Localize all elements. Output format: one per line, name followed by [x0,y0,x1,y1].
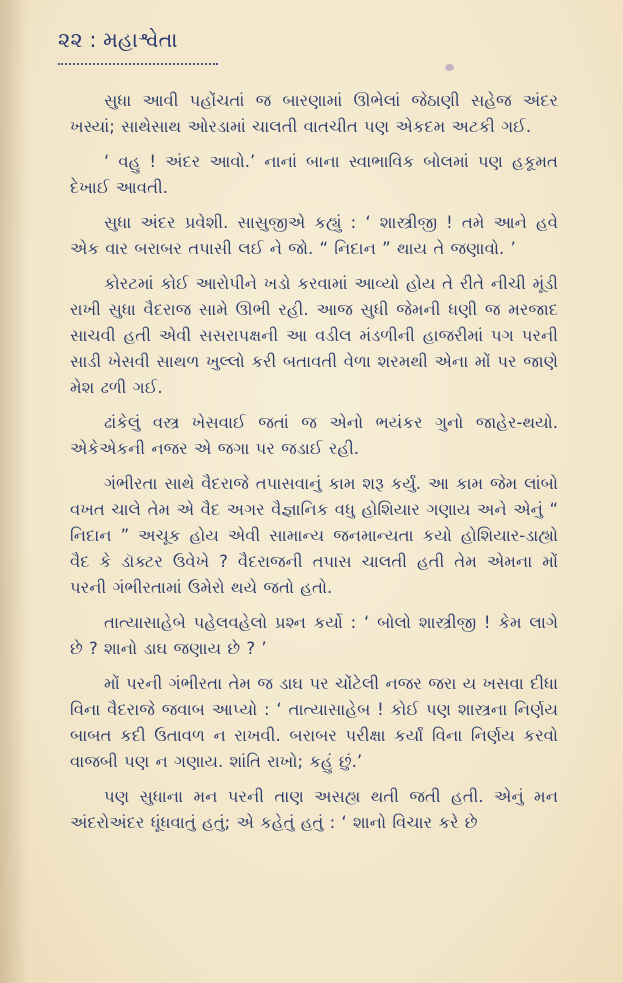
spine-shadow [0,0,28,983]
body-text [70,88,558,845]
page-number: ૨૨ [58,28,83,52]
paragraph: સુધા આવી પહોંચતાં જ બારણામાં ઊભેલાં જેઠાણી સહેજ અંદર ખસ્યાં; સાથેસાથ ઓરડામાં ચાલતી વાતચીત પણ એકદમ અટકી ગઈ. [70,91,558,136]
paragraph: ગંભીરતા સાથે વૈદરાજે તપાસવાનું કામ શરૂ કર્યું. આ કામ જેમ લાંબો વખત ચાલે તેમ એ વૈદ અગર વૈજ્ઞાનિક વધુ હોશિયાર ગણાય અને એનું “ નિદાન ” અચૂક હોય એવી સામાન્ય જનમાન્યતા કયો હોશિયાર-ડાહ્યો વૈદ કે ડૉક્ટર ઉવેખે ? વૈદરાજની તપાસ ચાલતી હતી તેમ એમના મોં પરની ગંભીરતામાં ઉમેરો થયે જતો હતો. [70,474,558,597]
paragraph: મોં પરની ગંભીરતા તેમ જ ડાઘ પર ચોંટેલી નજર જરા ય ખસવા દીધા વિના વૈદરાજે જવાબ આપ્યો : ‘ તાત્યાસાહેબ ! કોઈ પણ શાસ્ત્રના નિર્ણય બાબત કદી ઉતાવળ ન રાખવી. બરાબર પરીક્ષા કર્યાં વિના નિર્ણય કરવો વાજબી પણ ન ગણાય. શાંતિ રાખો; કહું છું.’ [70,674,558,771]
paragraph: કોરટમાં કોઈ આરોપીને ખડો કરવામાં આવ્યો હોય તે રીતે નીચી મૂંડી રાખી સુધા વૈદરાજ સામે ઊભી રહી. આજ સુધી જેમની ધણી જ મરજાદ સાચવી હતી એવી સસરાપક્ષની આ વડીલ મંડળીની હાજરીમાં પગ પરની સાડી ખેસવી સાથળ ખુલ્લો કરી બતાવતી વેળા શરમથી એના મોં પર જાણે મેશ ઢળી ગઈ. [70,274,558,397]
ink-blot [445,64,454,71]
running-header [58,28,178,53]
paragraph: પણ સુધાના મન પરની તાણ અસહ્ય થતી જતી હતી. એનું મન અંદરોઅંદર ધૂંધવાતું હતું; એ કહેતું હતું : ‘ શાનો વિચાર કરે છે [70,787,558,832]
paragraph: તાત્યાસાહેબે પહેલવહેલો પ્રશ્ન કર્યો : ‘ બોલો શાસ્ત્રીજી ! કેમ લાગે છે ? શાનો ડાઘ જણાય છે ? ’ [70,613,558,658]
paragraph: સુધા અંદર પ્રવેશી. સાસુજીએ કહ્યું : ‘ શાસ્ત્રીજી ! તમે આને હવે એક વાર બરાબર તપાસી લઈ ને જો. “ નિદાન ” થાય તે જણાવો. ’ [70,213,558,258]
book-title: મહાશ્વેતા [103,28,178,52]
paragraph: ‘ વહુ ! અંદર આવો.’ નાનાં બાના સ્વાભાવિક બોલમાં પણ હકૂમત દેખાઈ આવતી. [70,152,558,197]
header-underline [58,60,218,65]
header-separator: : [89,28,97,52]
paragraph: ઢાંકેલું વસ્ત્ર ખેસવાઈ જતાં જ એનો ભયંકર ગુનો જાહેર-થયો. એકેએકની નજર એ જગા પર જડાઈ રહી. [70,413,558,458]
